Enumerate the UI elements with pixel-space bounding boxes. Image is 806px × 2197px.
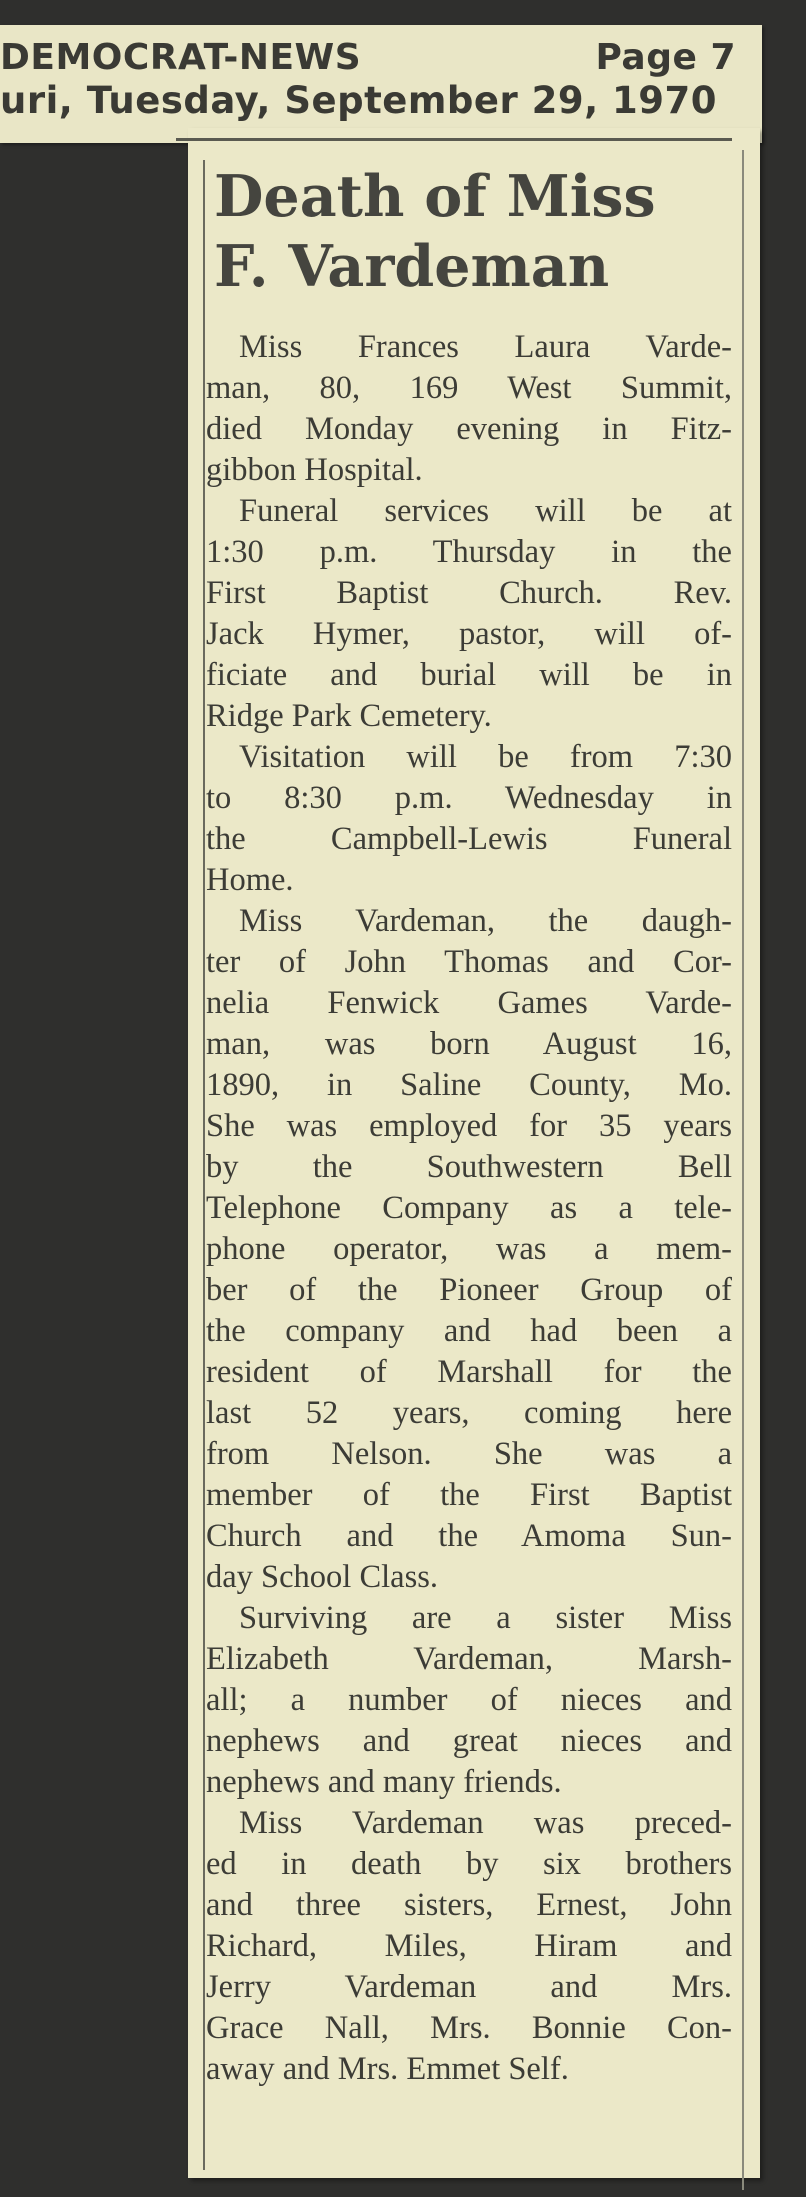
text-line: Miss Vardeman was preced- (239, 1805, 732, 1841)
text-line: resident of Marshall for the (206, 1354, 732, 1390)
text-line: last 52 years, coming here (206, 1395, 732, 1431)
article-body (206, 327, 732, 2090)
text-line: First Baptist Church. Rev. (206, 575, 732, 611)
text-line: ber of the Pioneer Group of (206, 1272, 732, 1308)
article-paragraph (206, 901, 732, 1598)
text-line: man, was born August 16, (206, 1026, 732, 1062)
text-line: nelia Fenwick Games Varde- (206, 985, 732, 1021)
publication-name: DEMOCRAT-NEWS (0, 37, 362, 78)
text-line: Telephone Company as a tele- (206, 1190, 732, 1226)
column-rule-left (203, 160, 205, 2170)
text-line: 1890, in Saline County, Mo. (206, 1067, 732, 1103)
text-line: Surviving are a sister Miss (239, 1600, 732, 1636)
text-line: and three sisters, Ernest, John (206, 1887, 732, 1923)
text-line: day School Class. (206, 1559, 439, 1595)
text-line: by the Southwestern Bell (206, 1149, 732, 1185)
article-paragraph (206, 491, 732, 737)
text-line: member of the First Baptist (206, 1477, 732, 1513)
text-line: Miss Vardeman, the daugh- (239, 903, 732, 939)
text-line: She was employed for 35 years (206, 1108, 732, 1144)
article-headline (214, 162, 734, 302)
column-rule-right (742, 150, 744, 2190)
text-line: gibbon Hospital. (206, 452, 423, 488)
text-line: from Nelson. She was a (206, 1436, 732, 1472)
text-line: Jack Hymer, pastor, will of- (206, 616, 732, 652)
text-line: nephews and great nieces and (206, 1723, 732, 1759)
text-line: man, 80, 169 West Summit, (206, 370, 732, 406)
text-line: to 8:30 p.m. Wednesday in (206, 780, 732, 816)
article-paragraph (206, 737, 732, 901)
text-line: Jerry Vardeman and Mrs. (206, 1969, 732, 2005)
text-line: nephews and many friends. (206, 1764, 562, 1800)
page-number: Page 7 (595, 37, 736, 78)
text-line: died Monday evening in Fitz- (206, 411, 732, 447)
text-line: Grace Nall, Mrs. Bonnie Con- (206, 2010, 732, 2046)
headline-line: Death of Miss (214, 163, 656, 230)
text-line: Funeral services will be at (239, 493, 732, 529)
text-line: Church and the Amoma Sun- (206, 1518, 732, 1554)
headline-line: F. Vardeman (214, 233, 610, 300)
text-line: ed in death by six brothers (206, 1846, 732, 1882)
text-line: ficiate and burial will be in (206, 657, 732, 693)
article-paragraph (206, 1598, 732, 1803)
text-line: Home. (206, 862, 294, 898)
text-line: Visitation will be from 7:30 (239, 739, 732, 775)
dateline: uri, Tuesday, September 29, 1970 (0, 79, 718, 122)
text-line: away and Mrs. Emmet Self. (206, 2051, 569, 2087)
article-paragraph (206, 327, 732, 491)
text-line: Miss Frances Laura Varde- (239, 329, 732, 365)
masthead (0, 25, 762, 143)
text-line: Elizabeth Vardeman, Marsh- (206, 1641, 732, 1677)
text-line: the company and had been a (206, 1313, 732, 1349)
article-paragraph (206, 1803, 732, 2090)
text-line: ter of John Thomas and Cor- (206, 944, 732, 980)
text-line: Richard, Miles, Hiram and (206, 1928, 732, 1964)
text-line: all; a number of nieces and (206, 1682, 732, 1718)
text-line: phone operator, was a mem- (206, 1231, 732, 1267)
text-line: Ridge Park Cemetery. (206, 698, 492, 734)
top-rule (176, 138, 732, 141)
text-line: 1:30 p.m. Thursday in the (206, 534, 732, 570)
text-line: the Campbell-Lewis Funeral (206, 821, 732, 857)
